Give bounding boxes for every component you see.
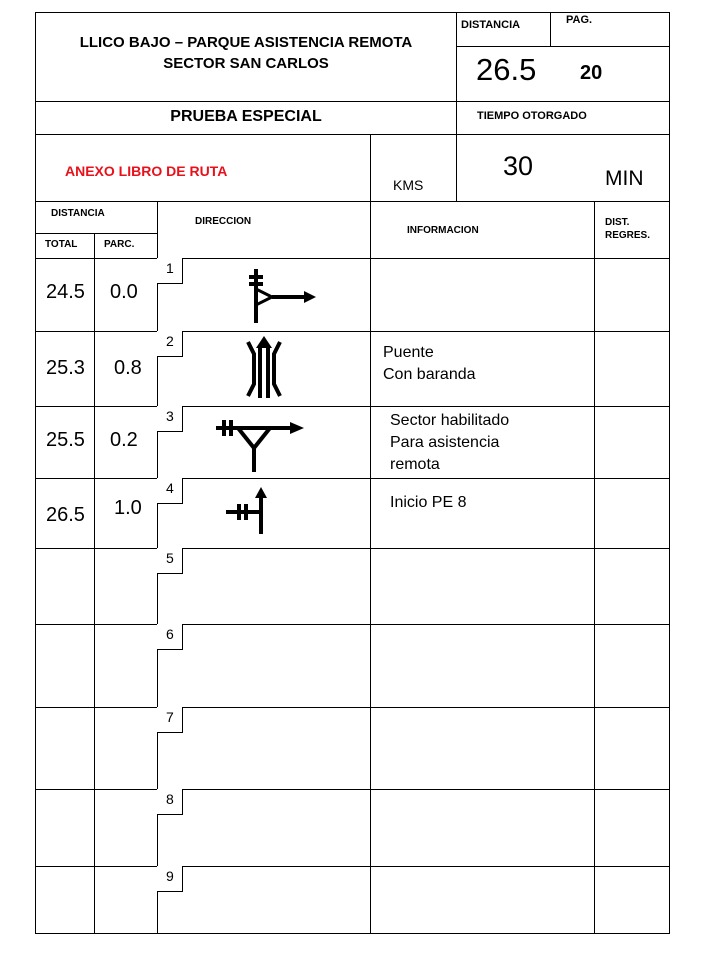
row-info xyxy=(390,492,466,514)
row-number: 8 xyxy=(157,789,183,815)
col-informacion: INFORMACION xyxy=(407,225,479,236)
start-straight-icon xyxy=(222,484,278,536)
anexo-label: ANEXO LIBRO DE RUTA xyxy=(65,163,228,179)
info-line: remota xyxy=(390,456,440,473)
col-parc: PARC. xyxy=(104,239,135,250)
row-number: 9 xyxy=(157,866,183,892)
row-total: 24.5 xyxy=(46,281,85,303)
min-label: MIN xyxy=(605,167,644,190)
col-total: TOTAL xyxy=(45,239,78,250)
info-line: Inicio PE 8 xyxy=(390,494,467,511)
info-line: Con baranda xyxy=(383,366,476,383)
col-dist-regres-line1: DIST. xyxy=(605,217,630,228)
row-number: 4 xyxy=(157,478,183,504)
row-number: 3 xyxy=(157,406,183,432)
row-parc: 0.0 xyxy=(110,281,138,303)
row-number: 2 xyxy=(157,331,183,357)
junction-right-arrow-icon xyxy=(240,265,330,327)
row-parc: 0.8 xyxy=(114,357,142,379)
row-parc: 1.0 xyxy=(114,497,142,519)
row-number: 7 xyxy=(157,707,183,733)
total-distance-value: 26.5 xyxy=(476,52,537,87)
col-dist-regres xyxy=(605,216,650,242)
route-title xyxy=(36,32,456,74)
distancia-header-label: DISTANCIA xyxy=(461,19,521,31)
kms-label: KMS xyxy=(393,177,424,193)
row-info xyxy=(383,342,476,386)
route-title-line2: SECTOR SAN CARLOS xyxy=(163,55,329,72)
row-number: 5 xyxy=(157,548,183,574)
page-number: 20 xyxy=(580,62,603,84)
row-number: 1 xyxy=(157,258,183,284)
row-total: 25.3 xyxy=(46,357,85,379)
col-direccion: DIRECCION xyxy=(195,216,252,227)
row-parc: 0.2 xyxy=(110,429,138,451)
route-title-line1: LLICO BAJO – PARQUE ASISTENCIA REMOTA xyxy=(79,34,413,51)
pag-label: PAG. xyxy=(566,14,593,26)
tiempo-otorgado-label: TIEMPO OTORGADO xyxy=(477,110,587,122)
row-number: 6 xyxy=(157,624,183,650)
row-total: 26.5 xyxy=(46,504,85,526)
y-junction-right-icon xyxy=(212,414,312,474)
tiempo-value: 30 xyxy=(503,151,534,181)
col-distancia: DISTANCIA xyxy=(51,208,105,219)
row-total: 25.5 xyxy=(46,429,85,451)
col-dist-regres-line2: REGRES. xyxy=(605,230,651,241)
prueba-especial-label: PRUEBA ESPECIAL xyxy=(170,108,322,125)
info-line: Sector habilitado xyxy=(390,412,510,429)
bridge-straight-icon xyxy=(240,334,290,402)
info-line: Puente xyxy=(383,344,434,361)
info-line: Para asistencia xyxy=(390,434,500,451)
row-info xyxy=(390,410,509,476)
